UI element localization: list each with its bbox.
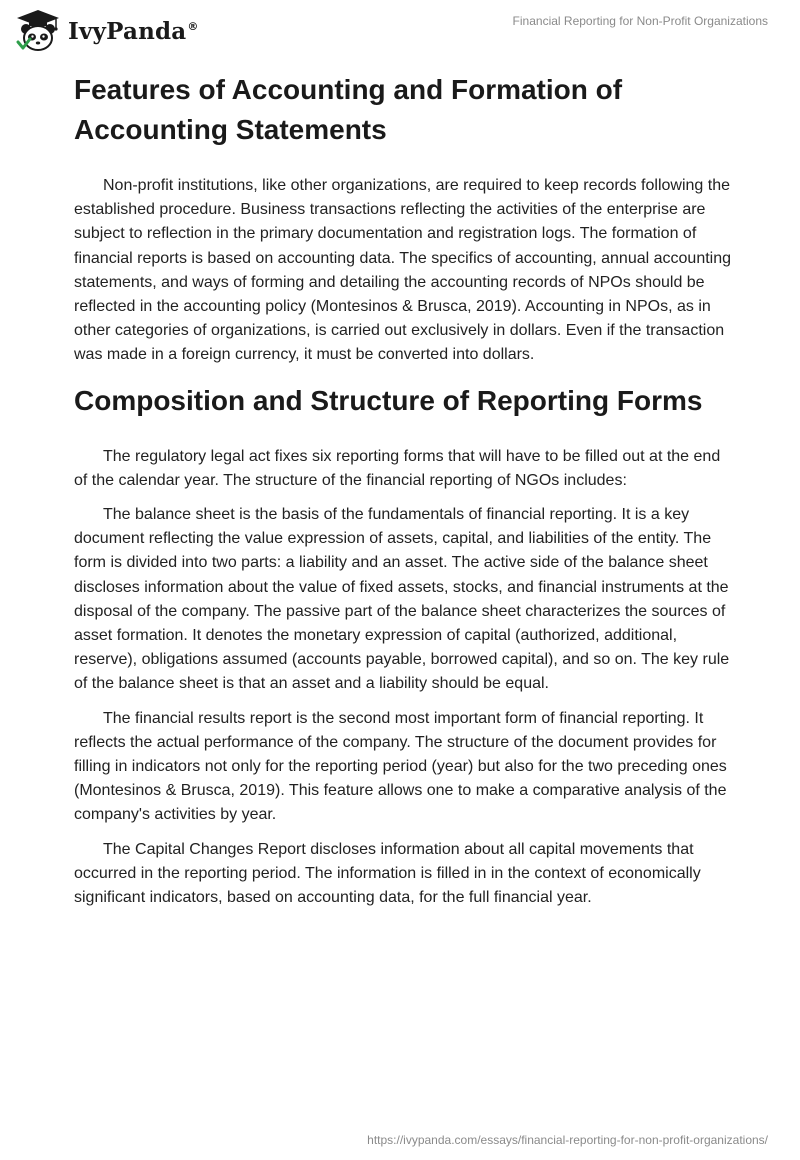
logo-wordmark <box>68 18 199 45</box>
ivypanda-logo[interactable] <box>14 8 199 54</box>
paragraph-capital-changes: The Capital Changes Report discloses information about all capital movements that occurred in the reporting period. The information is filled in in the context of economically significant indicators, based on accounting data, for the full financial year. <box>74 840 701 907</box>
paragraph-balance-sheet: The balance sheet is the basis of the fundamentals of financial reporting. It is a key document reflecting the value expression of assets, capital, and liabilities of the entity. The form is divided into two parts: a liability and an asset. The active side of the balance sheet discloses information about the value of fixed assets, stocks, and financial instruments at the disposal of the company. The passive part of the balance sheet characterizes the sources of asset formation. It denotes the monetary expression of capital (authorized, additional, reserve), obligations assumed (accounts payable, borrowed capital), and so on. The key rule of the balance sheet is that an asset and a liability should be equal. <box>74 506 730 693</box>
article-body <box>74 70 734 910</box>
source-url[interactable]: https://ivypanda.com/essays/financial-reporting-for-non-profit-organizations/ <box>367 1133 768 1147</box>
running-title: Financial Reporting for Non-Profit Organizations <box>512 14 768 28</box>
logo-name: IvyPanda <box>68 17 187 45</box>
panda-graduate-icon <box>14 8 62 54</box>
paragraph-reporting-intro: The regulatory legal act fixes six reporting forms that will have to be filled out at the end of the calendar year. The structure of the financial reporting of NGOs includes: <box>74 447 721 489</box>
page-header <box>0 0 800 70</box>
paragraph-accounting-intro: Non-profit institutions, like other organizations, are required to keep records following the established procedure. Business transactions reflecting the activities of the enterprise are subject to reflection in the primary documentation and registration logs. The formation of financial reports is based on accounting data. The specifics of accounting, annual accounting statements, and ways of forming and detailing the accounting records of NPOs should be reflected in the accounting policy (Montesinos & Brusca, 2019). Accounting in NPOs, as in other categories of organizations, is carried out exclusively in dollars. Even if the transaction was made in a foreign currency, it must be converted into dollars. <box>74 177 732 364</box>
section-heading-reporting-forms: Composition and Structure of Reporting Forms <box>74 384 703 416</box>
section-heading-accounting: Features of Accounting and Formation of Accounting Statements <box>74 74 623 145</box>
paragraph-financial-results: The financial results report is the second most important form of financial reporting. It reflects the actual performance of the company. The structure of the document provides for filling in indicators not only for the reporting period (year) but also for the two preceding ones (Montesinos & Brusca, 2019). This feature allows one to make a comparative analysis of the company's activities by year. <box>74 709 727 824</box>
registered-mark: ® <box>187 19 199 33</box>
